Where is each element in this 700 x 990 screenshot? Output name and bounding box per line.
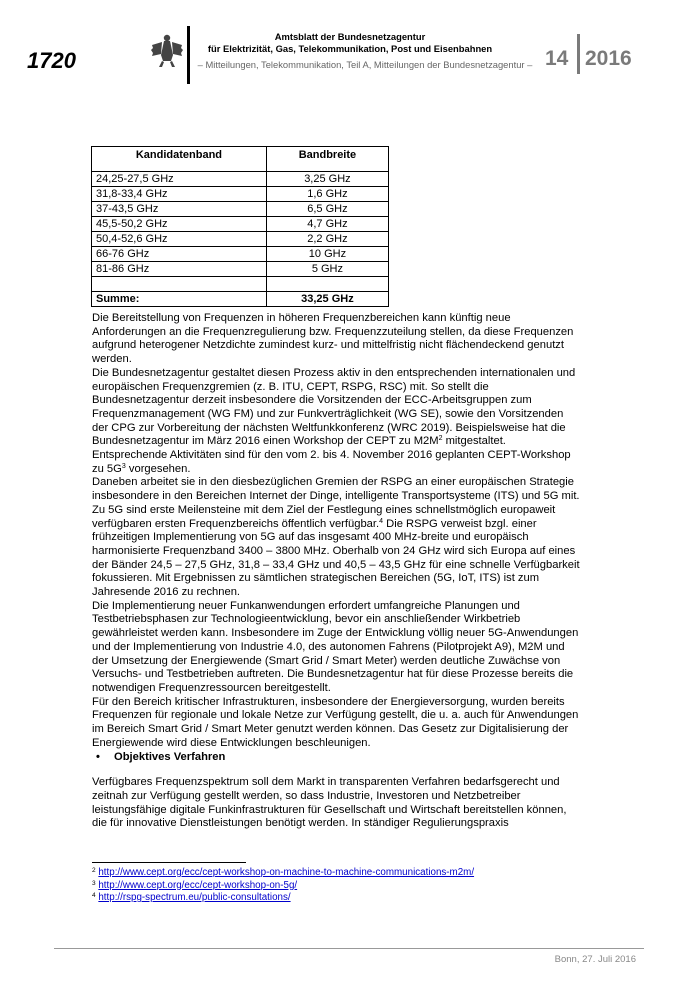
table-row [92,187,389,202]
paragraph: Verfügbares Frequenzspektrum soll dem Markt in transparenten Verfahren bedarfsgerecht und zeitnah zur Verfügung gestellt werden, so dass Industrie, Investoren und Netzbetreiber leistungsfähige digitale Funkinfrastrukturen für Gesellschaft und Wirtschaft bereitstellen können, die für innovative Dienstleistungen benötigt werden. In ständiger Regulierungspraxis [92,776,567,830]
table-row [92,232,389,247]
article-body [92,312,580,831]
bandwidth-cell: 3,25 GHz [266,172,388,187]
bandwidth-cell: 10 GHz [266,247,388,262]
paragraph: Zu 5G sind erste Meilensteine mit dem Ziel der Festlegung eines schnellstmöglich europaweit verfügbaren ersten Frequenzbereichs öffentlich verfügbar.$^4$ Die RSPG verweist bzgl. einer frühzeitigen Implementierung von 5G auf das insgesamt 400 MHz-breite und europäisch harmonisierte Frequenzband 3400 – 3800 MHz. Oberhalb von 24 GHz wird sich Europa auf eines der Bänder 24,5 – 27,5 GHz, 31,8 – 33,4 GHz und 40,5 – 43,5 GHz für eine schnelle Verfügbarkeit fokussieren. Mit Ergebnissen zu sämtlichen strategischen Bereichen (5G, IoT, ITS) ist zum Jahresende 2016 zu rechnen. [92,503,580,599]
federal-eagle-logo [150,32,184,68]
table-spacer-row [92,277,389,292]
bandwidth-cell: 5 GHz [266,262,388,277]
footnote-ref[interactable]: 2 [438,435,443,443]
table-row [92,247,389,262]
footer-divider [54,948,644,949]
paragraph: Die Implementierung neuer Funkanwendungen erfordert umfangreiche Planungen und Testbetriebsphasen zur Technologieentwicklung, bevor ein anschließender Wirkbetrieb gewährleistet werden kann. Insbesondere im Zuge der Entwicklung völlig neuer 5G-Anwendungen und der Implementierung von Industrie 4.0, des autonomen Fahrens (Pilotprojekt A9), M2M und der Umsetzung der Energiewende (Smart Grid / Smart Meter) werden deutliche Zuwächse von Versuchs- und Testbetrieben auftreten. Die Bundesnetzagentur hat für diese Prozesse bereits die notwendigen Frequenzressourcen bereitgestellt. [92,599,579,694]
band-cell: 66-76 GHz [92,247,267,262]
issue-year: 2016 [585,47,632,70]
band-cell: 31,8-33,4 GHz [92,187,267,202]
section-bullet-heading: • Objektives Verfahren [96,750,226,763]
table-header-bandwidth: Bandbreite [266,147,388,172]
table-row [92,262,389,277]
table-header-band: Kandidatenband [92,147,267,172]
header-divider [187,26,190,84]
bullet-icon: • [96,750,100,763]
band-cell: 37-43,5 GHz [92,202,267,217]
candidate-band-table [91,146,389,307]
paragraph: Für den Bereich kritischer Infrastrukturen, insbesondere der Energieversorgung, wurden bereits Frequenzen für regionale und lokale Netze zur Verfügung gestellt, die u. a. auch für Anwendungen im Bereich Smart Grid / Smart Meter genutzt werden können. Das Gesetz zur Digitalisierung der Energiewende wird diese Entwicklungen beschleunigen. [92,695,579,749]
footer-place-date: Bonn, 27. Juli 2016 [554,954,636,965]
bandwidth-cell: 4,7 GHz [266,217,388,232]
footnote-ref[interactable]: 3 [121,462,126,470]
paragraph: Daneben arbeitet sie in den diesbezüglichen Gremien der RSPG an einer europäischen Strategie insbesondere in den Bereichen Internet der Dinge, intelligente Transportsysteme (ITS) und 5G mit. [92,476,580,503]
gazette-subtitle: – Mitteilungen, Telekommunikation, Teil A, Mitteilungen der Bundesnetzagentur – [197,59,533,70]
band-cell: 45,5-50,2 GHz [92,217,267,232]
footnote-link[interactable]: http://www.cept.org/ecc/cept-workshop-on-5g/ [98,879,298,891]
footnote: $^3$ http://www.cept.org/ecc/cept-workshop-on-5g/ [92,879,298,891]
gazette-title-line2: für Elektrizität, Gas, Telekommunikation, Post und Eisenbahnen [207,42,493,54]
paragraph: Die Bundesnetzagentur gestaltet diesen Prozess aktiv in den entsprechenden internationalen und europäischen Frequenzgremien (z. B. ITU, CEPT, RSPG, RSC) mit. So stellt die Bundesnetzagentur derzeit insbesondere die Vorsitzenden der ECC-Arbeitsgruppen zum Frequenzmanagement (WG FM) und zur Funkverträglichkeit (WG SE), sowie den Vorsitzenden der CPG zur Vorbereitung der nächsten Weltfunkkonferenz (WRC 2019). Beispielsweise hat die Bundesnetzagentur im März 2016 einen Workshop der CEPT zu $M2M^2$ mitgestaltet. Entsprechende Aktivitäten sind für den vom 2. bis 4. November 2016 geplanten CEPT-Workshop zu $5G^3$ vorgesehen. [92,366,576,475]
footnote: $^2$ http://www.cept.org/ecc/cept-workshop-on-machine-to-machine-communications-m2m/ [92,867,475,878]
page-number: 1720 [27,48,76,73]
table-row [92,202,389,217]
sum-label: Summe: [92,292,267,307]
table-sum-row [92,292,389,307]
sum-value: 33,25 GHz [266,292,388,307]
bandwidth-cell: 6,5 GHz [266,202,388,217]
footnote-link[interactable]: http://rspg-spectrum.eu/public-consultations/ [98,892,291,903]
bandwidth-cell: 1,6 GHz [266,187,388,202]
footnote-ref[interactable]: 4 [379,517,384,525]
band-cell: 24,25-27,5 GHz [92,172,267,187]
bandwidth-cell: 2,2 GHz [266,232,388,247]
footnotes [92,867,474,905]
table-row [92,172,389,187]
gazette-title-line1: Amtsblatt der Bundesnetzagentur [274,31,426,42]
band-cell: 50,4-52,6 GHz [92,232,267,247]
gazette-title [192,31,508,54]
paragraph: Die Bereitstellung von Frequenzen in höheren Frequenzbereichen kann künftig neue Anforderungen an die Frequenzregulierung bzw. Frequenzzuteilung stellen, da diese Frequenzen aufgrund heterogener Netzdichte zumindest kurz- und mittelfristig nicht flächendeckend genutzt werden. [92,312,574,366]
footnote: $^4$ http://rspg-spectrum.eu/public-consultations/ [92,892,291,903]
footnote-link[interactable]: http://www.cept.org/ecc/cept-workshop-on-machine-to-machine-communications-m2m/ [98,867,475,878]
band-cell: 81-86 GHz [92,262,267,277]
issue-divider [577,34,580,74]
table-row [92,217,389,232]
issue-number: 14 [545,47,569,70]
footnote-separator [92,862,246,863]
